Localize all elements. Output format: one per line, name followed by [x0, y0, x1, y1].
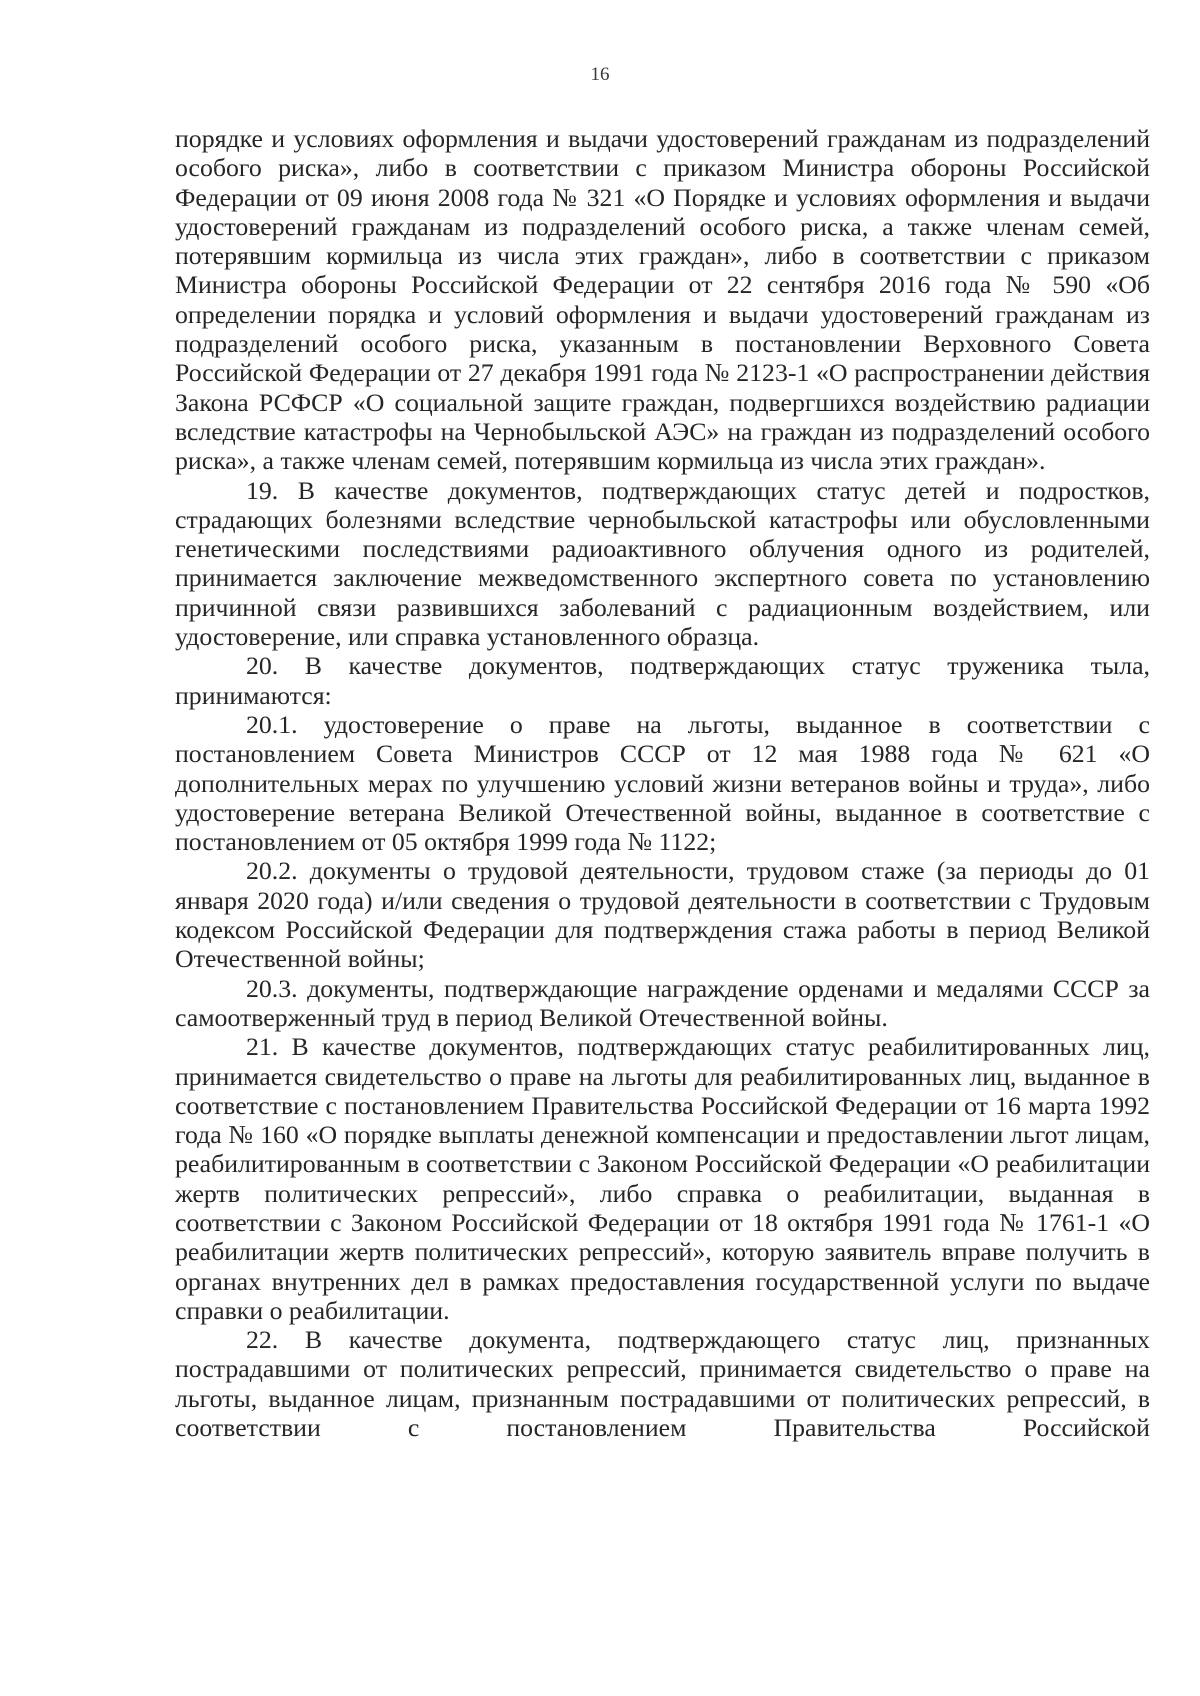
- paragraph-20-3: 20.3. документы, подтверждающие награждение орденами и медалями СССР за самоотверженный труд в период Великой Отечественной войны.: [175, 973, 1150, 1032]
- document-body: [175, 124, 1150, 1442]
- paragraph-20: 20. В качестве документов, подтверждающих статус труженика тыла, принимаются:: [175, 651, 1150, 710]
- paragraph-20-2: 20.2. документы о трудовой деятельности, трудовом стаже (за периоды до 01 января 2020 года) и/или сведения о трудовой деятельности в соответствии с Трудовым кодексом Российской Федерации для подтверждения стажа работы в период Великой Отечественной войны;: [175, 856, 1150, 974]
- paragraph-21: 21. В качестве документов, подтверждающих статус реабилитированных лиц, принимается свидетельство о праве на льготы для реабилитированных лиц, выданное в соответствие с постановлением Правительства Российской Федерации от 16 марта 1992 года № 160 «О порядке выплаты денежной компенсации и предоставлении льгот лицам, реабилитированным в соответствии с Законом Российской Федерации «О реабилитации жертв политических репрессий», либо справка о реабилитации, выданная в соответствии с Законом Российской Федерации от 18 октября 1991 года № 1761-1 «О реабилитации жертв политических репрессий», которую заявитель вправе получить в органах внутренних дел в рамках предоставления государственной услуги по выдаче справки о реабилитации.: [175, 1032, 1150, 1325]
- paragraph-19: 19. В качестве документов, подтверждающих статус детей и подростков, страдающих болезнями вследствие чернобыльской катастрофы или обусловленными генетическими последствиями радиоактивного облучения одного из родителей, принимается заключение межведомственного экспертного совета по установлению причинной связи развившихся заболеваний с радиационным воздействием, или удостоверение, или справка установленного образца.: [175, 475, 1150, 652]
- paragraph-20-1: 20.1. удостоверение о праве на льготы, выданное в соответствии с постановлением Совета Министров СССР от 12 мая 1988 года № 621 «О дополнительных мерах по улучшению условий жизни ветеранов войны и труда», либо удостоверение ветерана Великой Отечественной войны, выданное в соответствие с постановлением от 05 октября 1999 года № 1122;: [175, 709, 1150, 857]
- paragraph-continuation: порядке и условиях оформления и выдачи удостоверений гражданам из подразделений особого риска», либо в соответствии с приказом Министра обороны Российской Федерации от 09 июня 2008 года № 321 «О Порядке и условиях оформления и выдачи удостоверений гражданам из подразделений особого риска, а также членам семей, потерявшим кормильца из числа этих граждан», либо в соответствии с приказом Министра обороны Российской Федерации от 22 сентября 2016 года № 590 «Об определении порядка и условий оформления и выдачи удостоверений гражданам из подразделений особого риска, указанным в постановлении Верховного Совета Российской Федерации от 27 декабря 1991 года № 2123-1 «О распространении действия Закона РСФСР «О социальной защите граждан, подвергшихся воздействию радиации вследствие катастрофы на Чернобыльской АЭС» на граждан из подразделений особого риска», а также членам семей, потерявшим кормильца из числа этих граждан».: [175, 124, 1150, 476]
- page-number: 16: [590, 64, 610, 85]
- paragraph-22: 22. В качестве документа, подтверждающего статус лиц, признанных пострадавшими от политических репрессий, принимается свидетельство о праве на льготы, выданное лицам, признанным пострадавшими от политических репрессий, в соответствии с постановлением Правительства Российской: [175, 1325, 1150, 1443]
